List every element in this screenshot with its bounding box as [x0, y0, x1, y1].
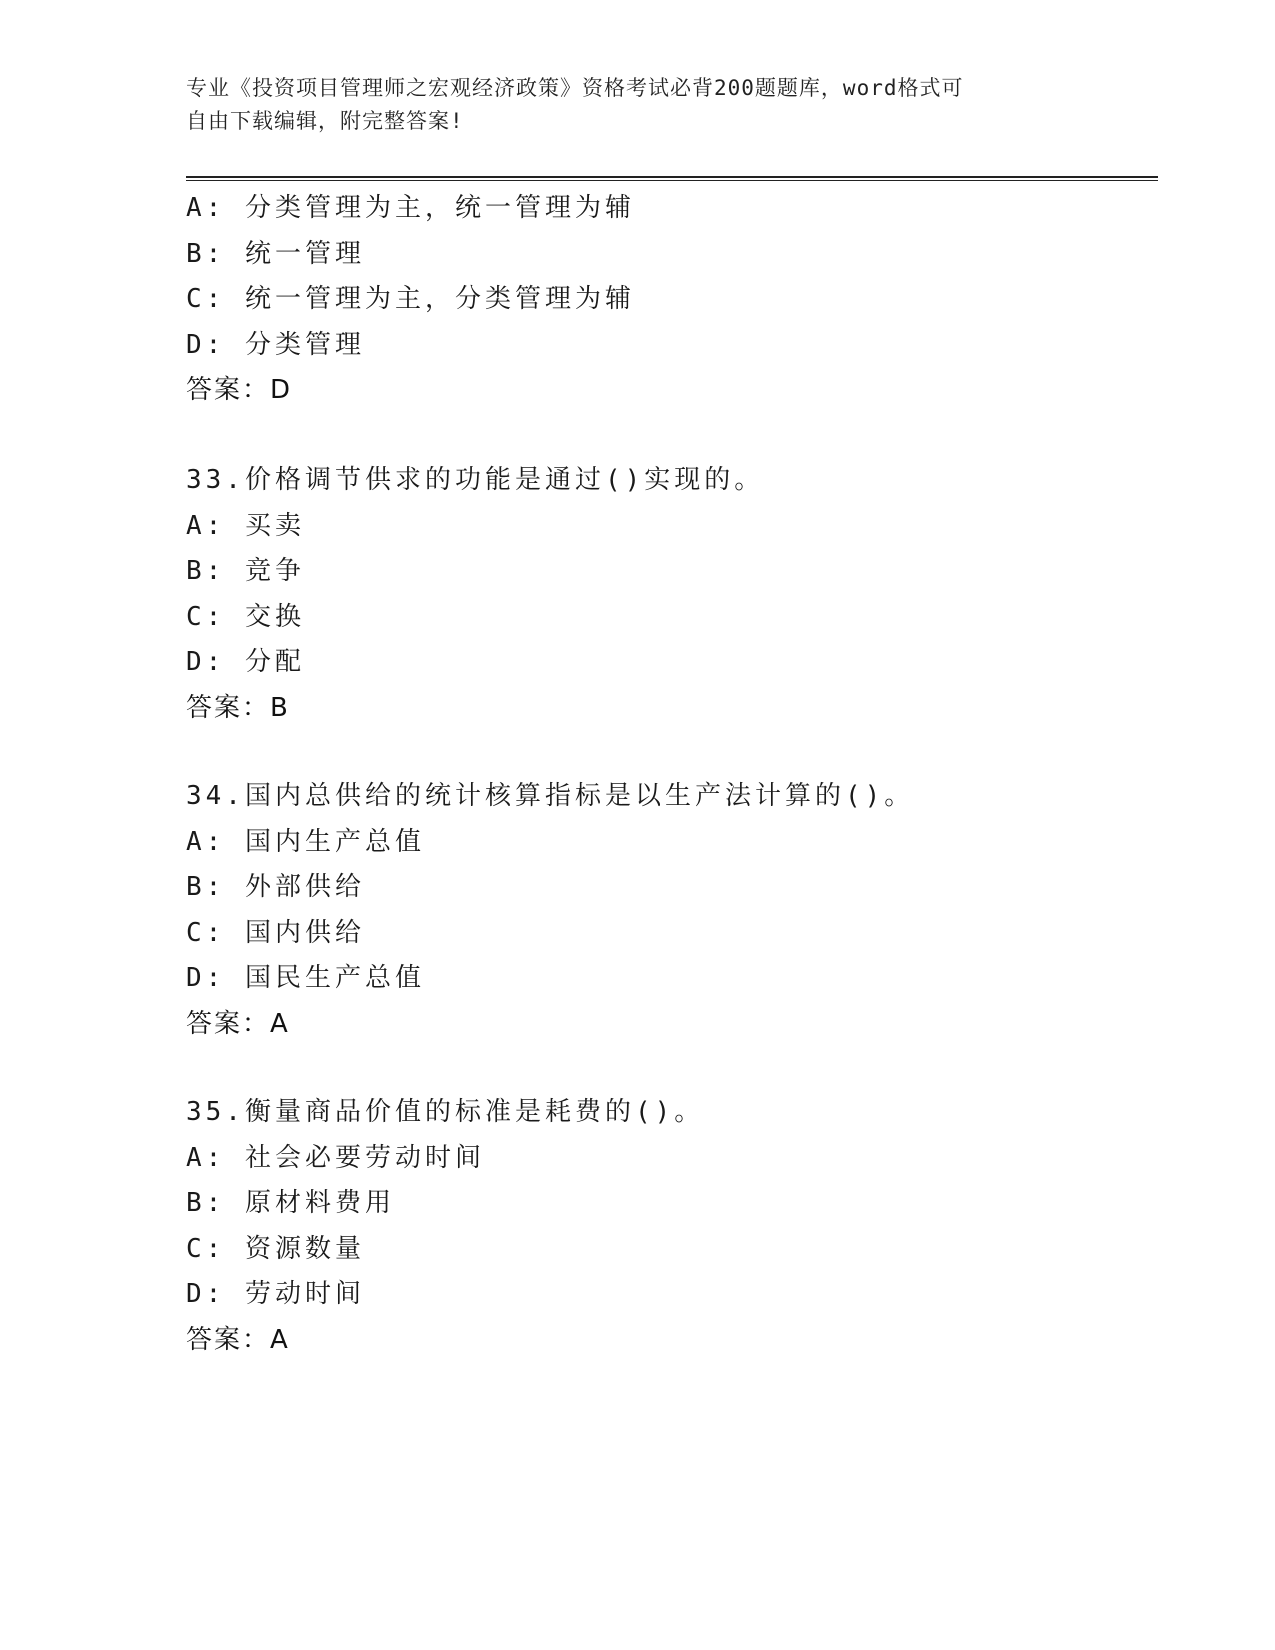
option-d: D: 分配	[186, 647, 305, 677]
question-stem: 33.价格调节供求的功能是通过()实现的。	[186, 465, 765, 495]
question-block-continued	[186, 186, 1146, 414]
header-line-1: 专业《投资项目管理师之宏观经济政策》资格考试必背200题题库，word格式可	[186, 76, 964, 100]
question-block-33	[186, 458, 1146, 731]
option-b: B: 竞争	[186, 556, 305, 586]
answer-line: 答案：B	[186, 692, 290, 723]
question-block-34	[186, 774, 1146, 1047]
option-c: C: 统一管理为主，分类管理为辅	[186, 284, 635, 314]
header-divider	[186, 176, 1158, 181]
answer-line: 答案：A	[186, 1324, 290, 1355]
divider-thick-line	[186, 176, 1158, 178]
document-header	[186, 72, 1086, 138]
option-b: B: 统一管理	[186, 238, 365, 269]
divider-thin-line	[186, 180, 1158, 181]
answer-line: 答案：D	[186, 375, 293, 405]
option-a: A: 买卖	[186, 510, 305, 541]
option-b: B: 原材料费用	[186, 1188, 395, 1218]
option-d: D: 分类管理	[186, 329, 365, 360]
option-d: D: 劳动时间	[186, 1279, 365, 1309]
option-d: D: 国民生产总值	[186, 963, 425, 993]
option-a: A: 分类管理为主，统一管理为辅	[186, 193, 635, 223]
question-stem: 34.国内总供给的统计核算指标是以生产法计算的()。	[186, 781, 915, 811]
question-block-35	[186, 1090, 1146, 1363]
question-stem: 35.衡量商品价值的标准是耗费的()。	[186, 1097, 705, 1127]
option-a: A: 国内生产总值	[186, 826, 425, 857]
header-line-2: 自由下载编辑，附完整答案!	[186, 109, 464, 133]
option-c: C: 交换	[186, 601, 305, 632]
answer-line: 答案：A	[186, 1008, 290, 1039]
option-c: C: 资源数量	[186, 1233, 365, 1264]
option-b: B: 外部供给	[186, 872, 365, 902]
option-c: C: 国内供给	[186, 917, 365, 948]
option-a: A: 社会必要劳动时间	[186, 1142, 485, 1173]
